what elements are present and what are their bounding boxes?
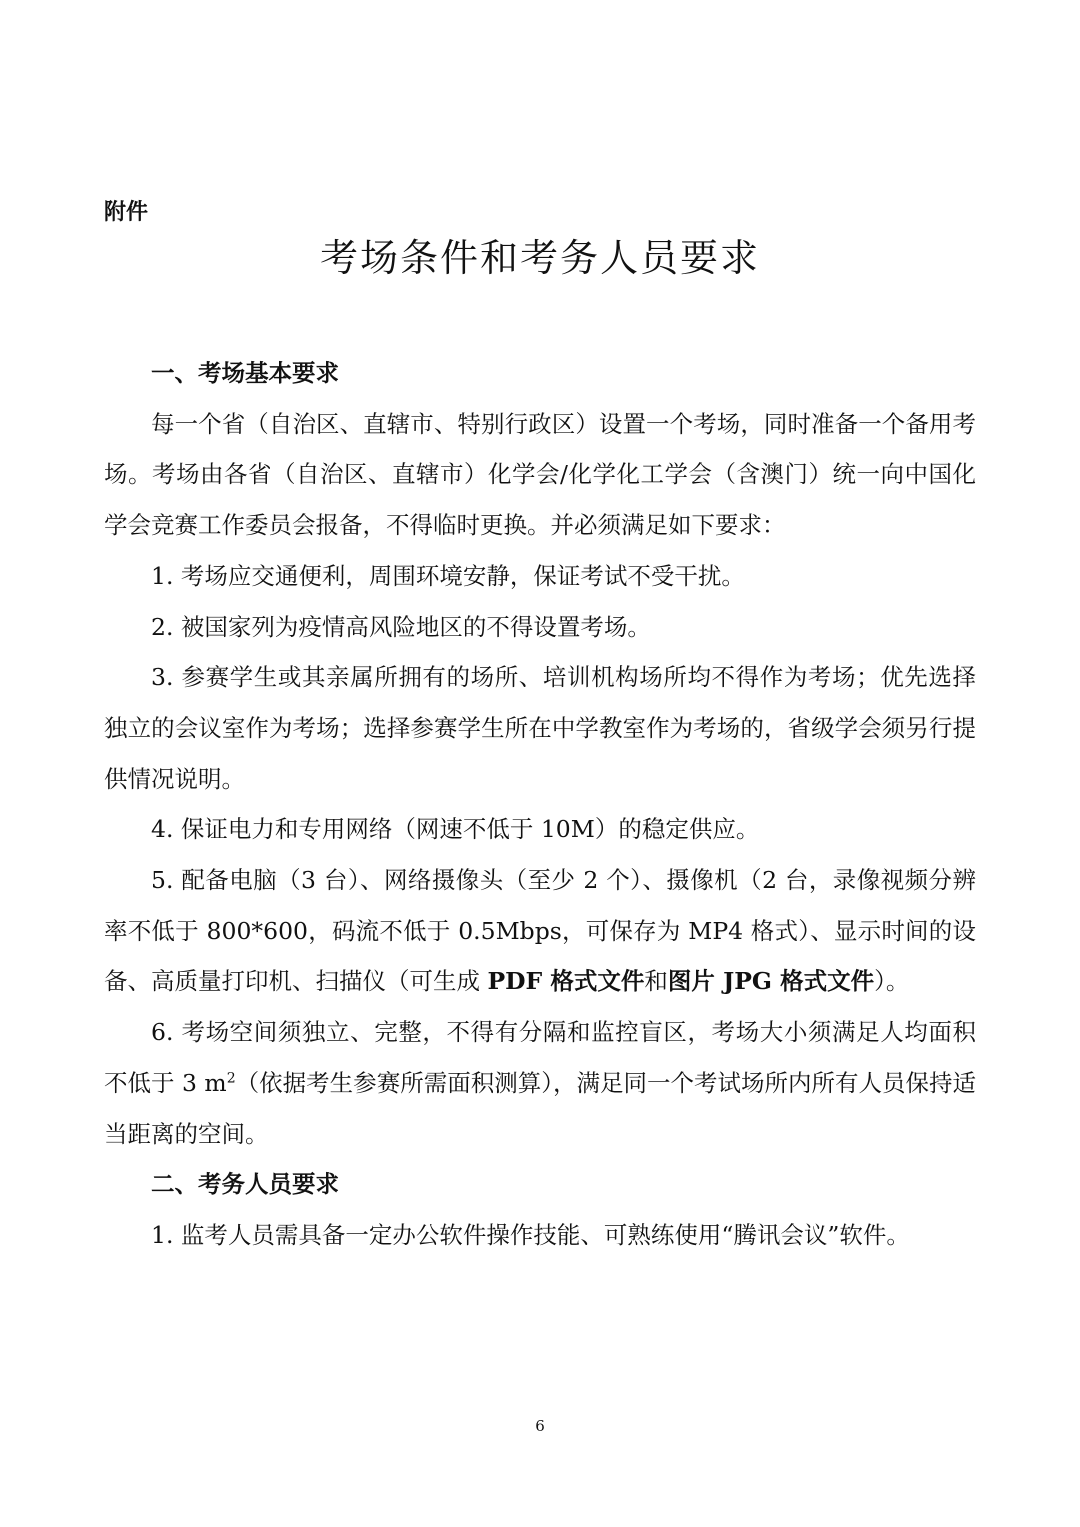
item5-jpg-format: 图片 JPG 格式文件 — [667, 967, 875, 996]
section2-heading: 二、考务人员要求 — [151, 1170, 339, 1199]
item6-superscript: 2 — [226, 1070, 236, 1087]
section1-item-5 — [104, 855, 976, 1007]
document-title: 考场条件和考务人员要求 — [319, 236, 760, 280]
section1-item-3: 3. 参赛学生或其亲属所拥有的场所、培训机构场所均不得作为考场；优先选择独立的会议室作为考场；选择参赛学生所在中学教室作为考场的，省级学会须另行提供情况说明。 — [104, 663, 976, 793]
item5-text-2: 和 — [644, 967, 668, 996]
item6-text-2: （依据考生参赛所需面积测算），满足同一个考试场所内所有人员保持适当距离的空间。 — [104, 1068, 977, 1148]
item6-text-1: 6. 考场空间须独立、完整，不得有分隔和监控盲区，考场大小须满足人均面积不低于 3 m — [104, 1018, 976, 1097]
item5-pdf-format: PDF 格式文件 — [487, 967, 645, 996]
section1-heading: 一、考场基本要求 — [151, 359, 339, 387]
section1-item-6 — [104, 1007, 976, 1159]
section2-item-1: 1. 监考人员需具备一定办公软件操作技能、可熟练使用“腾讯会议”软件。 — [151, 1220, 910, 1249]
section1-item-2: 2. 被国家列为疫情高风险地区的不得设置考场。 — [151, 612, 651, 641]
item5-text-3: ）。 — [874, 967, 910, 996]
document-body — [104, 348, 976, 1261]
item5-text-1: 5. 配备电脑（3 台）、网络摄像头（至少 2 个）、摄像机（2 台，录像视频分辨率不低于 800*600，码流不低于 0.5Mbps，可保存为 MP4 格式）、显示时间的设备、高质量打印机、扫描仪（可生成 — [104, 866, 976, 996]
attachment-label: 附件 — [104, 200, 149, 225]
section1-intro: 每一个省（自治区、直辖市、特别行政区）设置一个考场，同时准备一个备用考场。考场由各省（自治区、直辖市）化学会/化学化工学会（含澳门）统一向中国化学会竞赛工作委员会报备，不得临时更换。并必须满足如下要求： — [104, 409, 976, 540]
section1-item-1: 1. 考场应交通便利，周围环境安静，保证考试不受干扰。 — [151, 561, 745, 590]
section1-item-4: 4. 保证电力和专用网络（网速不低于 10M）的稳定供应。 — [151, 815, 760, 844]
page-number: 6 — [535, 1417, 545, 1435]
